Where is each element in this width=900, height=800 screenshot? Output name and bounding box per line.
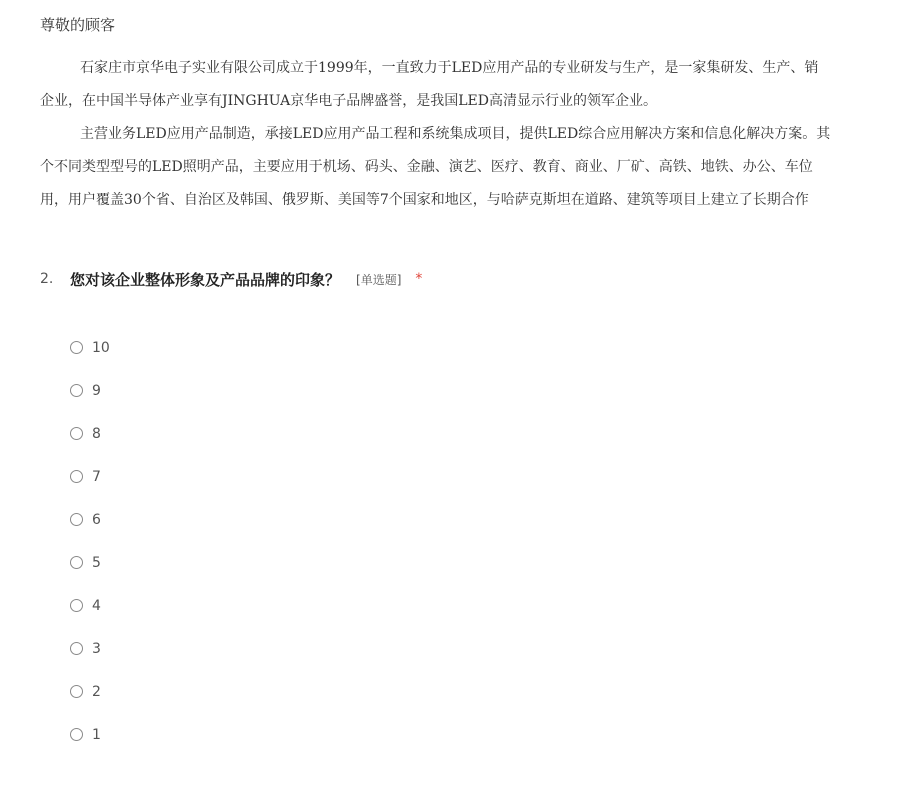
radio-option-label[interactable]: 5	[92, 555, 101, 571]
radio-option-10[interactable]	[70, 336, 110, 379]
radio-option-list	[70, 336, 110, 766]
description-line: 个不同类型型号的LED照明产品，主要应用于机场、码头、金融、演艺、医疗、教育、商业、厂矿、高铁、地铁、办公、车位	[40, 159, 813, 175]
description-line: 石家庄市京华电子实业有限公司成立于1999年，一直致力于LED应用产品的专业研发与生产，是一家集研发、生产、销	[80, 60, 819, 76]
radio-option-label[interactable]: 1	[92, 727, 101, 743]
greeting-heading: 尊敬的顾客	[40, 16, 116, 34]
description-line: 企业，在中国半导体产业享有JINGHUA京华电子品牌盛誉，是我国LED高清显示行业的领军企业。	[40, 93, 658, 109]
radio-button-icon[interactable]	[70, 599, 83, 612]
radio-option-label[interactable]: 7	[92, 469, 101, 485]
question-type-label: [单选题]	[356, 272, 402, 287]
radio-option-label[interactable]: 6	[92, 512, 101, 528]
radio-button-icon[interactable]	[70, 341, 83, 354]
radio-button-icon[interactable]	[70, 642, 83, 655]
description-line: 主营业务LED应用产品制造，承接LED应用产品工程和系统集成项目，提供LED综合应用解决方案和信息化解决方案。其	[80, 126, 831, 142]
radio-option-label[interactable]: 9	[92, 383, 101, 399]
intro-section	[40, 14, 900, 217]
radio-option-6[interactable]	[70, 508, 110, 551]
radio-option-label[interactable]: 3	[92, 641, 101, 657]
radio-option-label[interactable]: 2	[92, 684, 101, 700]
question-header	[40, 268, 422, 290]
radio-option-label[interactable]: 8	[92, 426, 101, 442]
radio-button-icon[interactable]	[70, 513, 83, 526]
question-number: 2.	[40, 271, 54, 287]
radio-button-icon[interactable]	[70, 685, 83, 698]
radio-option-9[interactable]	[70, 379, 110, 422]
radio-option-5[interactable]	[70, 551, 110, 594]
radio-button-icon[interactable]	[70, 556, 83, 569]
radio-button-icon[interactable]	[70, 470, 83, 483]
radio-option-7[interactable]	[70, 465, 110, 508]
radio-button-icon[interactable]	[70, 427, 83, 440]
radio-option-2[interactable]	[70, 680, 110, 723]
description-line: 用，用户覆盖30个省、自治区及韩国、俄罗斯、美国等7个国家和地区，与哈萨克斯坦在道路、建筑等项目上建立了长期合作	[40, 192, 809, 208]
radio-button-icon[interactable]	[70, 384, 83, 397]
radio-option-8[interactable]	[70, 422, 110, 465]
required-marker: *	[415, 271, 423, 287]
radio-option-4[interactable]	[70, 594, 110, 637]
radio-option-1[interactable]	[70, 723, 110, 766]
question-title: 您对该企业整体形象及产品品牌的印象？	[70, 270, 341, 289]
radio-button-icon[interactable]	[70, 728, 83, 741]
radio-option-3[interactable]	[70, 637, 110, 680]
radio-option-label[interactable]: 10	[92, 340, 110, 356]
radio-option-label[interactable]: 4	[92, 598, 101, 614]
company-description	[40, 52, 900, 217]
